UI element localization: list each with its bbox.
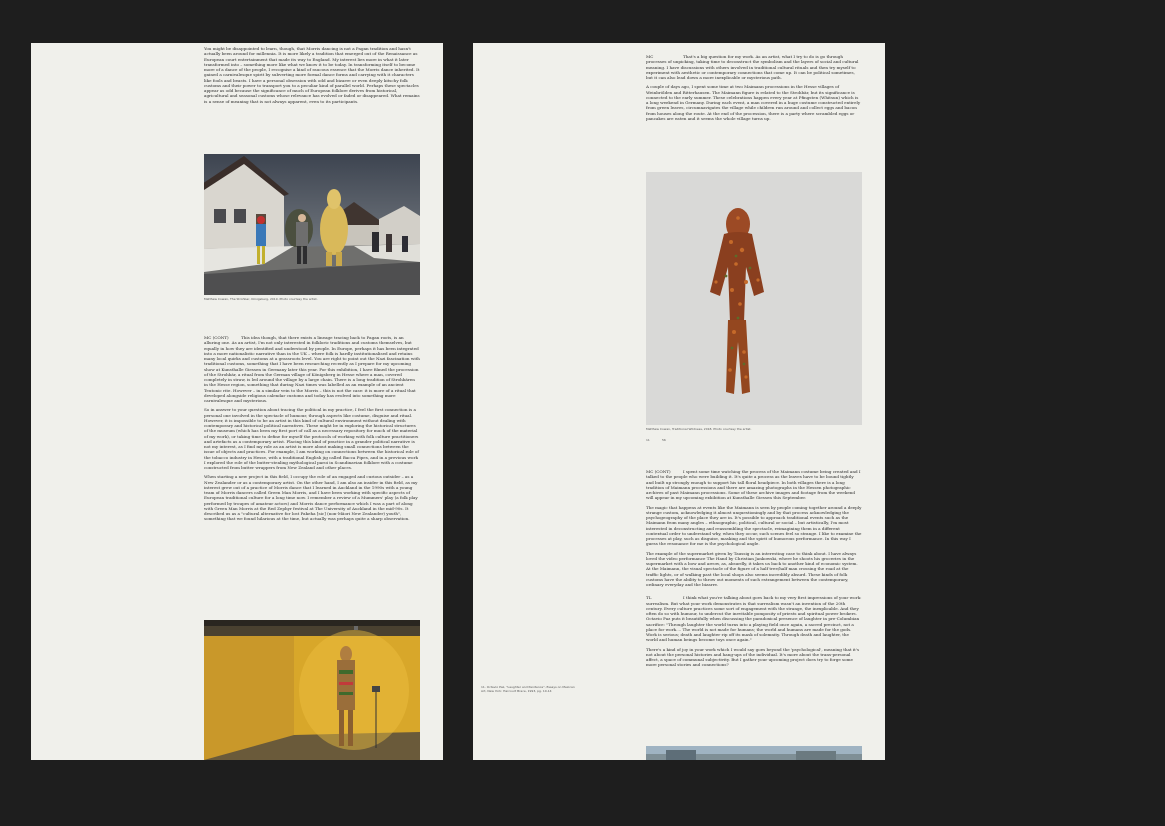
paragraph: There's a kind of joy in your work which I would say goes beyond the 'psychological', meaning that it's not about the personal histories and hang-ups of the individual. It's more about the trans-personal affect, a space of communal subjectivity. But I gather your upcoming project does try to forge some more personal stories and connections? — [646, 646, 860, 668]
mc-paragraph — [646, 469, 862, 501]
speaker-label: TL — [646, 595, 652, 601]
right-mc-block — [646, 54, 862, 125]
speaker-label: MC (CONT) — [646, 469, 671, 474]
page-mark: 56 — [662, 438, 666, 442]
paragraph: When starting a new project in this field, I occupy the role of an engaged and curious outsider – as a New Zealander or as a contemporary artist. On the other hand, I am also an insider in this field, as my interest grew out of a practice of Morris dance that I learned in Auckland in the 1990s with a young team of Morris dancers called Green Man Morris, and I have been working with specific aspects of European traditional culture for a long time now. I remember a review of a Mummers' play (a folk play performed by troupes of amateur actors) and Morris dance performance which I was a part of along with Green Man Morris at the Red Zephyr festival at The University of Auckland in the mid-90s. It described us as a "cultural alternative for lost Pakeha [sic] (non-Māori New Zealander) youth", something that we found hilarious at the time, but actually was perhaps quite a sharp observation. — [204, 474, 418, 522]
left-intro-block — [204, 46, 420, 108]
mc-paragraph — [204, 335, 420, 403]
page-mark: 11 — [646, 438, 650, 442]
paragraph: So in answer to your question about tracing the political in my practice, I feel the first connection is a personal one involved in the spectacle of humour, through aspects like costume, disguise and ritual. However, it is impossible to be an artist in this kind of cultural environment without dealing with contemporary and historical political narratives. These might be in exploring the historical structures of the museum (which has been my first port of call as a necessary repository for much of the material of my work), or taking time to define for myself the protocols of working with folk culture practitioners and artefacts as a contemporary artist. Placing this kind of practice in a grander political narrative is not my interest, as I find my role as an artist is more about making small connections between the issue of objects and practices. For example, I am working on connections between the historical role of the tobacco industry in Hesse, with a traditional English jig called Bacca Pipes, and in a previous work I explored the role of the butter-stealing mythological paroi in Scandinavian folklore with a costume constructed from butter wrappers from New Zealand and other places. — [204, 407, 419, 470]
mc-text: That's a big question for my work. As an artist, what I try to do is go through processes of unpicking, taking time to deconstruct the symbolism and the layers of social and cultural meaning. I have discussions with others involved in traditional cultural rituals and then try myself to experiment with aesthetic or contemporary connections that come up. It can be political sometimes, but it can also lead down a more inexplicable or mysterious path. — [646, 54, 859, 80]
mc-text: This idea though, that there exists a lineage tracing back to Pagan roots, is an alluring one. As an artist, I'm not only interested in folkloric traditions and customs themselves, but equally in how they are identified and understood by people. In Europe, perhaps it has been integrated into a more nationalistic narrative than in the UK – where folk is hardly institutionalised and retains many local quirks and customs at a grassroots level. You are right to point out the Nazi fascination with traditional customs, something that I have been researching recently as I prepare for my upcoming show at Kunsthalle Giessen in Germany later this year. For this exhibition, I have filmed the procession of the Strohbär, a ritual from the German village of Königsberg in Hesse where a man, covered completely in straw, is led around the village by a large chain. There is a long tradition of Strohbären in the Hesse region, something that during Nazi times was labelled as an example of an ancient Teutonic rite. However – in a similar vein to the Morris – this is not the case: it is more of a ritual that developed alongside religious calendar customs and today has evolved into something more carnivalesque and mysterious. — [204, 335, 420, 403]
photo-caption: Matthew Cowan, The Strohbar, Königsberg, 2019. Photo courtesy the artist. — [204, 297, 318, 301]
right-mc2-block — [646, 469, 862, 672]
right-page — [473, 43, 885, 760]
intro-paragraph: You might be disappointed to learn, though, that Morris dancing is not a Pagan tradition and hasn't actually been around for millennia. It is more likely a tradition that emerged out of the Renaissance as European court entertainment that made its way to England. My interest lies more in what it later transformed into – something more like what we know it to be today. In transforming itself to become more of a dance of the people, I recognise a kind of raucous essence that the Morris dance inherited. It gained a carnivalesque spirit by subverting more formal dance forms and carrying with it characters like fools and beasts. I have a personal obsession with odd and bizarre or even deeply kitschy folk customs and their power to transport you to a peculiar kind of parallel world. Perhaps these spectacles appear as odd because the significance of much of European folklore derives from historical, agricultural and seasonal customs whose relevance has evolved or faded or disappeared. What remains is a sense of meaning that is not always apparent, even to its participants. — [204, 46, 420, 104]
photo-partial — [646, 746, 862, 760]
paragraph: The example of the supermarket given by Taussig is an interesting case to think about. I have always loved the video performance The Hand by Christian Jankowski, where he shoots his groceries in the supermarket with a bow and arrow, as, absurdly, it takes us back to another kind of economic system. At the Maimann, the visual spectacle of the figure of a half tree/half man crossing the road at the traffic lights, or of walking past the local shops also seems incredibly absurd. These kinds of folk customs have the ability to throw out moments of such estrangement between the contemporary, ordinary everyday and the bizarre. — [646, 550, 858, 587]
tl-paragraph — [646, 595, 862, 642]
paragraph: The magic that happens at events like the Maimann is seen by people coming together around a deeply strange custom, acknowledging it almost unquestioningly and by that process acknowledging the psychogeography of the place they are in. It's possible to approach traditional events such as the Maimann from many angles – ethnographic, political, cultural or social – but artistically, I'm most interested in deconstructing and reassembling the spectacle, reimagining them in a different contextual order to understand why, when they occur, such scenes feel so strange. I like to examine the processes at play, such as disguise, masking and the spirit of humorous performance. In this way I guess the resonance for me is the psychological angle. — [646, 504, 862, 547]
photo-strohbar — [204, 154, 420, 295]
paragraph: A couple of days ago, I spent some time at two Maimann processions in the Hesse villages of Weinbrölden and Ritterhausen. The Maimann figure is related to the Strohbär, but its significance is connected to the early summer. These celebrations happen every year at Pfingsten (Whitsun) which is a long weekend in Germany. During each event, a man covered in a huge costume constructed entirely from green leaves, circumnavigates the village while children run around and collect eggs and bacon from houses along the route. At the end of the procession, there is a party where scrambled eggs or pancakes are eaten and it seems the whole village turns up. — [646, 84, 861, 121]
photo-maimann-costume — [646, 172, 862, 425]
photo-caption: Matthew Cowan, Traditional Wildness, 2018. Photo courtesy the artist. — [646, 427, 752, 431]
footnote: 11. Octavio Paz, "Laughter and Penitence", Essays on Mexican Art, New York: Harcourt Brace, 1993, pg. 10-14 — [481, 685, 575, 693]
tl-text: I think what you're talking about goes back to my very first impressions of your work: surrealism. But what your work demonstrates is that surrealism wasn't an invention of the 20th century. Every culture practices some sort of engagement with the strange, the inexplicable. And they often do so with humour, to undercut the inevitable pomposity of priests and spiritual power brokers. Octavio Paz puts it beautifully when discussing the paradoxical presence of laughter in pre-Columbian sacrifice: "Through laughter the world turns into a playing field once again, a sacred precinct, not a place for work.... The world is not made for humans; the world and humans are made for the gods. Work is serious; death and laughter rip off its mask of solemnity. Through death and laughter, the world and human beings become toys once again." — [646, 595, 862, 643]
left-page — [31, 43, 443, 760]
left-mc-block — [204, 335, 420, 526]
mc-text: I spent some time watching the process of the Maimann costume being created and I talked to the people who were building it. It's quite a process as the leaves have to be bound tightly and built up strongly enough to support his tall floral headpiece. In both villages there is a long tradition of Maimann processions and there are amazing photographs in the Hessen photographic archives of past Maimann processions. Some of these archive images and footage from the weekend will appear in my upcoming exhibition at Kunsthalle Giessen this September. — [646, 469, 861, 501]
speaker-label: MC (CONT) — [204, 335, 229, 340]
speaker-label: MC — [646, 54, 654, 59]
photo-gallery-costume — [204, 620, 420, 760]
mc-paragraph — [646, 54, 862, 80]
